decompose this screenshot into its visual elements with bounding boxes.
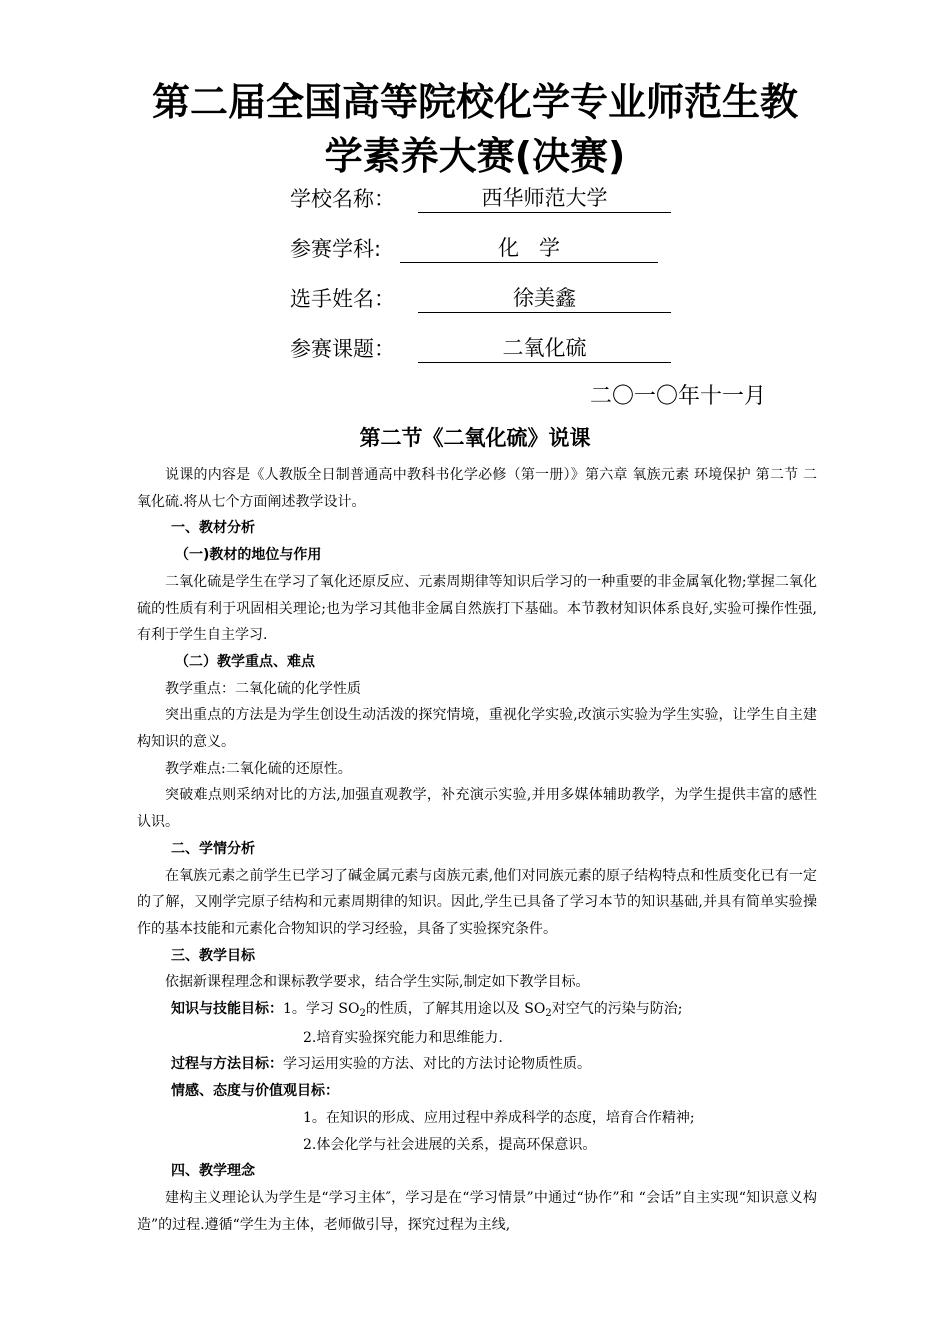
goal-process-label: 过程与方法目标： <box>171 1056 283 1073</box>
heading-2: 二、学情分析 <box>171 840 255 857</box>
paragraph-1-1: 二氧化硫是学生在学习了氧化还原反应、元素周期律等知识后学习的一种重要的非金属氧化物;掌握二氧化硫的性质有利于巩固相关理论;也为学习其他非金属自然族打下基础。本节教材知识体系良好,实验可操作性强,有利于学生自主学习. <box>137 573 817 644</box>
paragraph-3: 依据新课程理念和课标教学要求，结合学生实际,制定如下教学目标。 <box>165 974 590 991</box>
goal-process <box>137 1051 817 1078</box>
paragraph-4: 建构主义理论认为学生是“学习主体″，学习是在“学习情景”中通过“协作”和 “会话”自主实现“知识意义构造”的过程.遵循“学生为主体，老师做引导，探究过程为主线, <box>137 1189 817 1233</box>
name-label: 选手姓名： <box>290 287 395 311</box>
topic-label: 参赛课题： <box>290 337 395 361</box>
goal-knowledge-item-1-e: 对空气的污染与防治; <box>551 1001 683 1018</box>
intro-paragraph: 说课的内容是《人教版全日制普通高中教科书化学必修（第一册）》第六章 氧族元素 环境保护 第二节 二氧化硫.将从七个方面阐述教学设计。 <box>137 467 817 510</box>
difficulty: 教学难点:二氧化硫的还原性。 <box>165 760 352 777</box>
topic-value: 二氧化硫 <box>418 332 671 363</box>
main-title-line-2: 学素养大赛(决赛) <box>324 134 626 178</box>
school-value: 西华师范大学 <box>418 182 671 213</box>
goal-process-text: 学习运用实验的方法、对比的方法讨论物质性质。 <box>283 1056 591 1073</box>
subheading-1-2: （二）教学重点、难点 <box>175 653 315 670</box>
body-text <box>137 462 817 1238</box>
subheading-1-1: （一)教材的地位与作用 <box>175 547 322 564</box>
subject-value: 化 学 <box>400 232 658 263</box>
date: 二〇一〇年十一月 <box>590 384 767 409</box>
goal-knowledge-item-1-c: 的性质，了解其用途以及 SO <box>365 1001 546 1018</box>
heading-1: 一、教材分析 <box>171 520 255 537</box>
goal-emotion-label: 情感、态度与价值观目标： <box>171 1083 339 1100</box>
heading-4: 四、教学理念 <box>171 1163 255 1180</box>
school-label: 学校名称： <box>290 187 395 211</box>
subject-label: 参赛学科: <box>290 237 382 261</box>
goal-knowledge-item-2: 2.培育实验探究能力和思维能力. <box>303 1029 503 1046</box>
difficulty-method: 突破难点则采纳对比的方法,加强直观教学，补充演示实验,并用多媒体辅助教学，为学生提供丰富的感性认识。 <box>137 787 817 831</box>
goal-knowledge-label: 知识与技能目标： <box>171 1001 283 1018</box>
name-value: 徐美鑫 <box>418 282 671 313</box>
paragraph-2: 在氧族元素之前学生已学习了碱金属元素与卤族元素,他们对同族元素的原子结构特点和性质变化已有一定的了解，又刚学完原子结构和元素周期律的知识。因此,学生已具备了学习本节的知识基础,并具有简单实验操作的基本技能和元素化合物知识的学习经验，具备了实验探究条件。 <box>137 867 817 937</box>
section-title: 第二节《二氧化硫》说课 <box>359 426 591 450</box>
subscript-2b: 2 <box>545 1008 552 1020</box>
main-title-line-1: 第二届全国高等院校化学专业师范生教 <box>151 80 798 124</box>
goal-knowledge-item-1-a: 1。学习 SO <box>283 1001 360 1018</box>
goal-emotion-item-2: 2.体会化学与社会进展的关系，提高环保意识。 <box>303 1136 597 1153</box>
heading-3: 三、教学目标 <box>171 947 255 964</box>
key-point: 教学重点：二氧化硫的化学性质 <box>165 680 361 697</box>
goal-emotion <box>137 1078 817 1105</box>
goal-knowledge <box>137 996 817 1025</box>
key-method: 突出重点的方法是为学生创设生动活泼的探究情境，重视化学实验,改演示实验为学生实验，让学生自主建构知识的意义。 <box>137 707 817 751</box>
goal-emotion-item-1: 1。在知识的形成、应用过程中养成科学的态度，培育合作精神; <box>303 1109 695 1126</box>
subscript-2: 2 <box>359 1008 366 1020</box>
